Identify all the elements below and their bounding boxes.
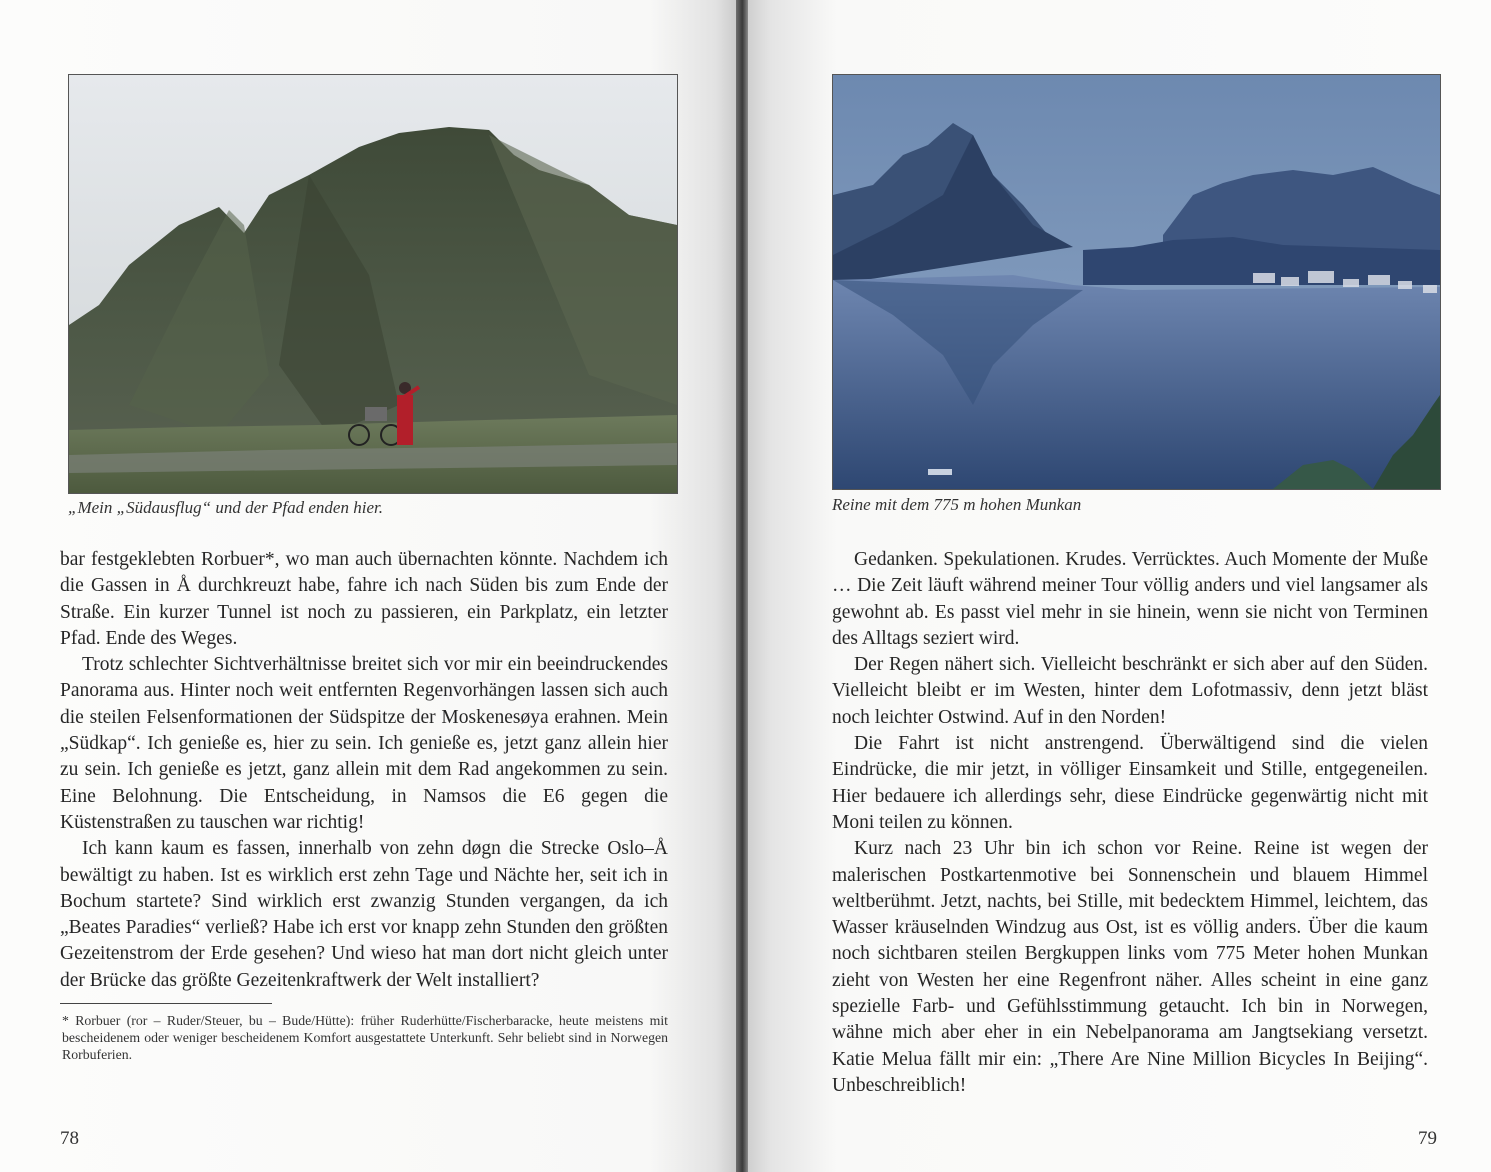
paragraph: bar festgeklebten Rorbuer*, wo man auch übernachten könnte. Nachdem ich die Gassen in Å durchkreuzt habe, fahre ich nach Süden bis zum Ende der Straße. Ein kurzer Tunnel ist noch zu passieren, ein Parkplatz, ein letzter Pfad. Ende des Weges. bbox=[60, 549, 668, 649]
footnote: * Rorbuer (ror – Ruder/Steuer, bu – Bude/Hütte): früher Ruderhütte/Fischerbaracke, heute meistens mit bescheidenem oder weniger bescheidenem Komfort ausgestattete Unterkunft. Sehr beliebt sind in Norwegen Rorbuferien. bbox=[62, 1013, 668, 1062]
paragraph: Die Fahrt ist nicht anstrengend. Überwältigend sind die vielen Eindrücke, die mir jetzt, in völliger Einsamkeit und Stille, entgegeneilen. Hier bedauere ich allerdings sehr, diese Eindrücke gegenwärtig nicht mit Moni teilen zu können. bbox=[832, 733, 1428, 833]
photo-caption: Reine mit dem 775 m hohen Munkan bbox=[832, 495, 1082, 514]
paragraph: Gedanken. Spekulationen. Krudes. Verrücktes. Auch Momente der Muße … Die Zeit läuft während meiner Tour völlig anders und viel langsamer als gewohnt ab. Es passt viel mehr in sie hinein, wenn sie nicht von Terminen des Alltags seziert wird. bbox=[832, 549, 1428, 649]
paragraph: Ich kann kaum es fassen, innerhalb von zehn døgn die Strecke Oslo–Å bewältigt zu haben. Ist es wirklich erst zehn Tage und Nächte her, seit ich in Bochum startete? Sind wirklich erst zwanzig Stunden vergangen, da ich „Beates Paradies“ verließ? Habe ich erst vor knapp zehn Stunden den größten Gezeitenstrom der Erde gesehen? Und wieso hat man dort nicht gleich unter der Brücke das größte Gezeitenkraftwerk der Welt installiert? bbox=[60, 838, 668, 991]
reine-harbor-photo bbox=[832, 74, 1441, 490]
right-page bbox=[748, 0, 1491, 1172]
paragraph: Der Regen nähert sich. Vielleicht beschränkt er sich aber auf den Süden. Vielleicht bleibt er im Westen, hinter dem Lofotmassiv, denn jetzt bläst noch leichter Ostwind. Auf in den Norden! bbox=[832, 654, 1428, 728]
page-number: 79 bbox=[1418, 1128, 1437, 1149]
paragraph: Kurz nach 23 Uhr bin ich schon vor Reine. Reine ist wegen der malerischen Postkartenmotive bei Sonnenschein und blauem Himmel weltberühmt. Jetzt, nachts, bei Stille, mit bedecktem Himmel, leichtem, das Wasser kräuselnden Windzug aus Ost, ist es völlig anders. Über die kaum noch sichtbaren steilen Bergkuppen links vom 775 Meter hohen Munkan zieht von Westen her eine Regenfront näher. Alles scheint in eine ganz spezielle Farb- und Gefühlsstimmung getaucht. Ich bin in Norwegen, wähne mich aber eher in ein Nebelpanorama am Jangtsekiang versetzt. Katie Melua fällt mir ein: „There Are Nine Million Bicycles In Beijing“. Unbeschreiblich! bbox=[832, 838, 1428, 1096]
left-page bbox=[0, 0, 738, 1172]
footnote-divider bbox=[60, 1003, 272, 1004]
body-text bbox=[832, 547, 1428, 1099]
page-number: 78 bbox=[60, 1128, 79, 1149]
paragraph: Trotz schlechter Sichtverhältnisse breitet sich vor mir ein beeindruckendes Panorama aus. Hinter noch weit entfernten Regenvorhängen lassen sich auch die steilen Felsenformationen der Südspitze der Moskenesøya erahnen. Mein „Südkap“. Ich genieße es, hier zu sein. Ich genieße es, jetzt ganz allein hier zu sein. Ich genieße es jetzt, ganz allein mit dem Rad angekommen zu sein. Eine Belohnung. Die Entscheidung, in Namsos die E6 gegen die Küstenstraßen zu tauschen war richtig! bbox=[60, 654, 668, 833]
mountain-cyclist-photo bbox=[68, 74, 678, 494]
photo-caption: „Mein „Südausflug“ und der Pfad enden hier. bbox=[68, 498, 383, 517]
body-text bbox=[60, 547, 668, 994]
